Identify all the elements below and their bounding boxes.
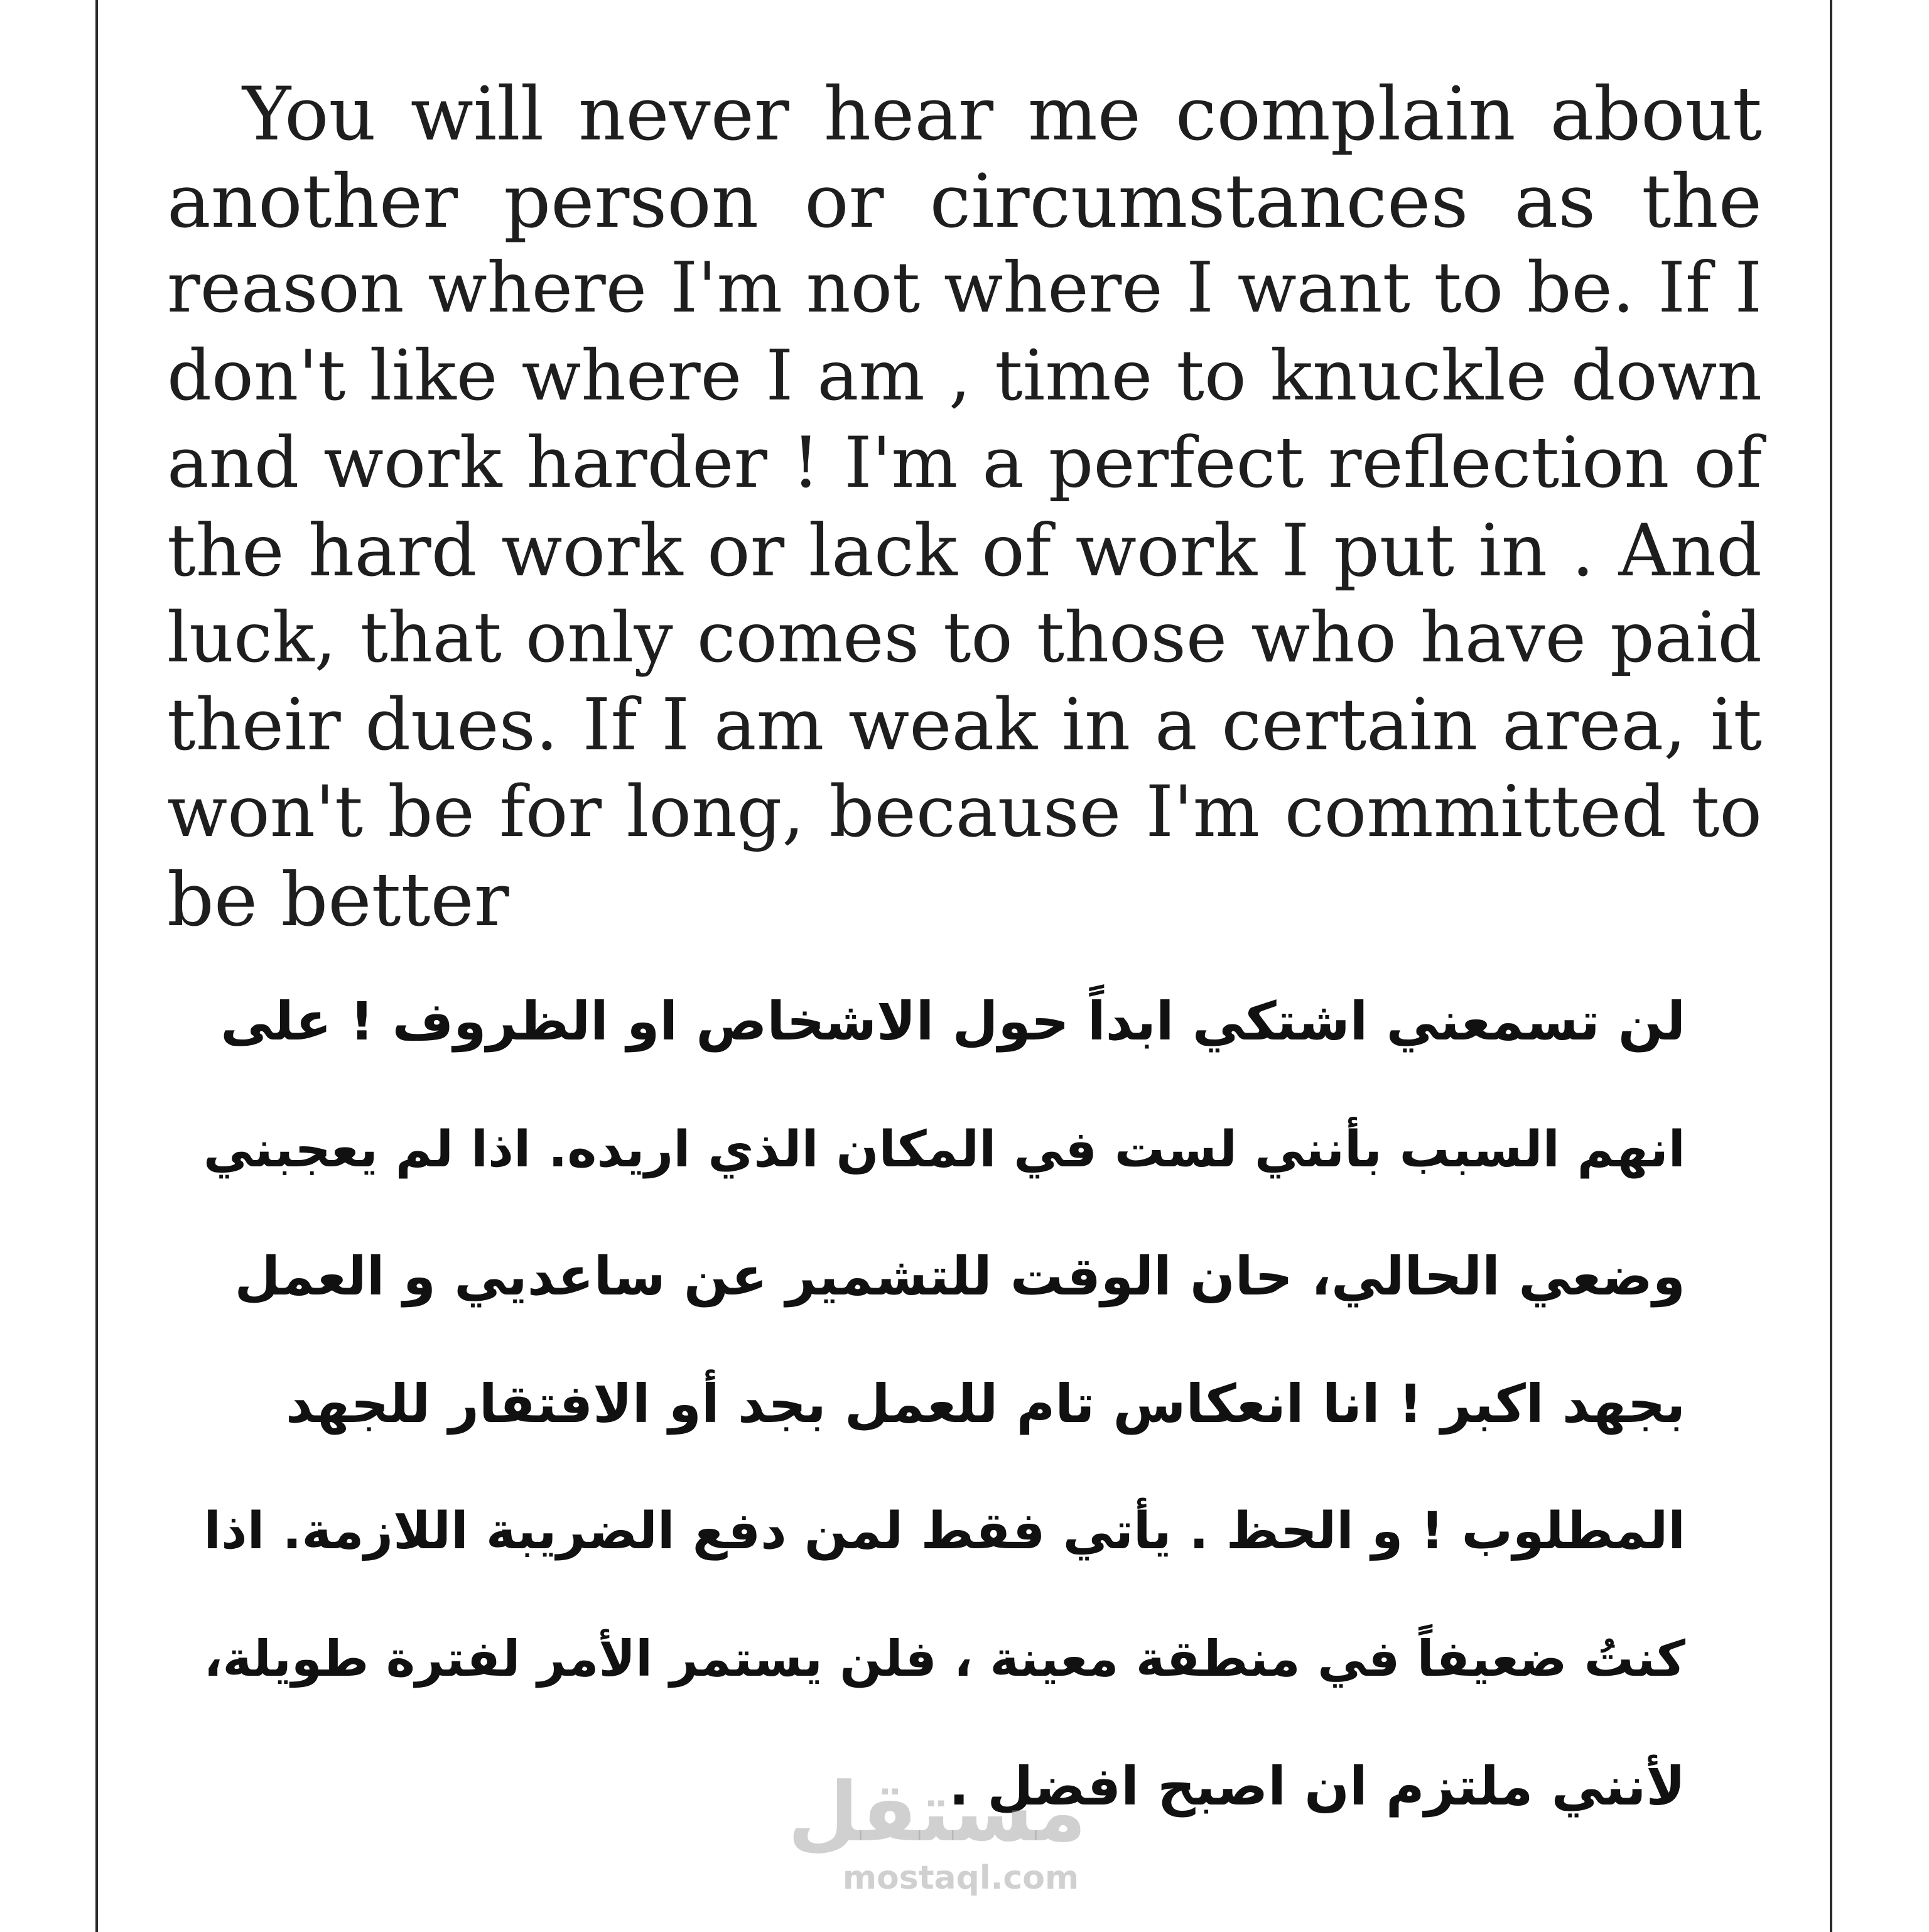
english-line: and work harder ! I'm a perfect reflection of	[167, 422, 1762, 504]
english-line: luck, that only comes to those who have paid	[167, 597, 1762, 678]
arabic-line: انهم السبب بأنني لست في المكان الذي اريده. اذا لم يعجبني	[203, 1120, 1685, 1178]
english-line: their dues. If I am weak in a certain area, it	[167, 683, 1762, 766]
english-paragraph	[167, 70, 1762, 943]
english-line: be better	[167, 857, 509, 943]
mostaql-watermark	[787, 1764, 1086, 1897]
arabic-line: المطلوب ! و الحظ . يأتي فقط لمن دفع الضريبة اللازمة. اذا	[203, 1502, 1685, 1561]
arabic-line: بجهد اكبر ! انا انعكاس تام للعمل بجد أو الافتقار للجهد	[285, 1373, 1685, 1435]
arabic-line: لأنني ملتزم ان اصبح افضل .	[949, 1756, 1685, 1817]
english-line: won't be for long, because I'm committed to	[167, 771, 1762, 853]
arabic-paragraph	[188, 958, 1685, 1850]
arabic-line: لن تسمعني اشتكي ابداً حول الاشخاص او الظروف ! على	[220, 990, 1685, 1052]
english-line: You will never hear me complain about	[242, 71, 1762, 157]
watermark-logo: مستقل	[787, 1764, 1086, 1860]
english-line: another person or circumstances as the	[167, 158, 1762, 244]
watermark-url: mostaql.com	[842, 1859, 1079, 1897]
english-line: reason where I'm not where I want to be. If I	[167, 248, 1762, 328]
english-line: don't like where I am , time to knuckle down	[167, 335, 1762, 416]
arabic-line: وضعي الحالي، حان الوقت للتشمير عن ساعديي و العمل	[234, 1245, 1685, 1307]
arabic-line: كنتُ ضعيفاً في منطقة معينة ، فلن يستمر الأمر لفترة طويلة،	[203, 1630, 1685, 1688]
english-line: the hard work or lack of work I put in . And	[167, 509, 1762, 592]
